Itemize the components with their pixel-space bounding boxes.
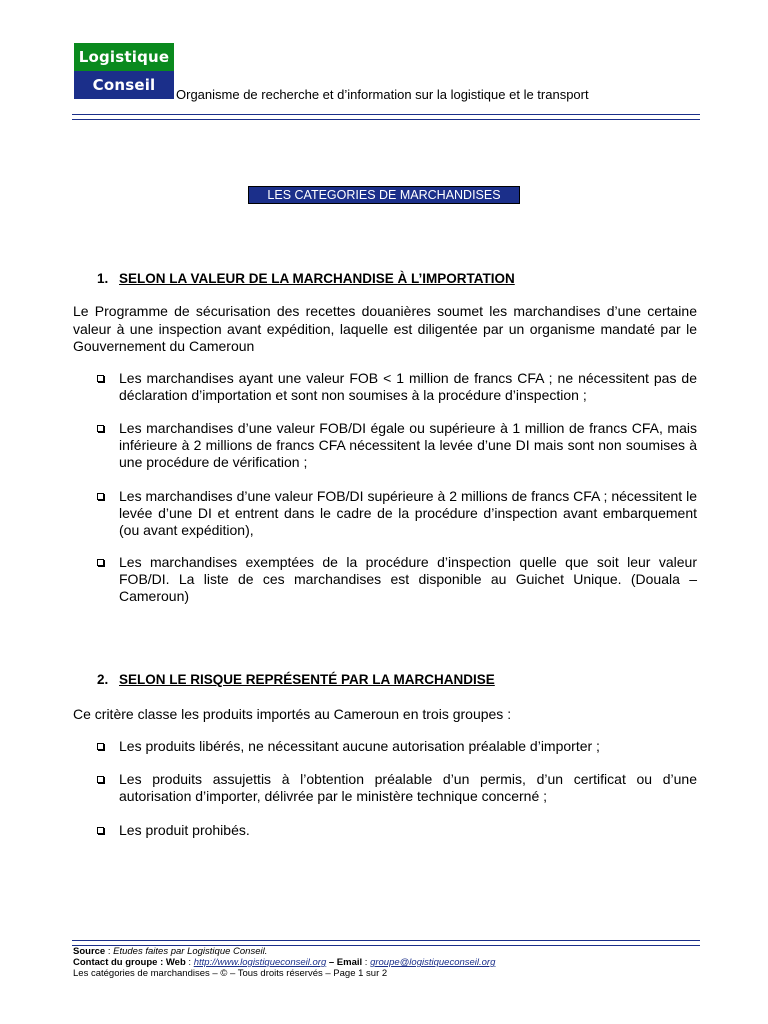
list-item [97,420,697,471]
checkbox-bullet-icon [97,743,104,750]
footer-web-link[interactable]: http://www.logistiqueconseil.org [193,957,327,968]
section2-intro: Ce critère classe les produits importés au Cameroun en trois groupes : [73,706,512,722]
checkbox-bullet-icon [97,827,104,834]
footer-contact-label: Contact du groupe : Web [73,957,186,968]
list-item [97,822,697,839]
checkbox-bullet-icon [97,425,104,432]
checkbox-bullet-icon [97,375,104,382]
footer-source-label: Source [73,946,106,957]
checkbox-bullet-icon [97,776,104,783]
section1-intro: Le Programme de sécurisation des recettes douanières soumet les marchandises d’une certaine valeur à une inspection avant expédition, laquelle est diligentée par un organisme mandaté par le Gouvernement du Cameroun [73,303,697,354]
list-item [97,771,697,805]
section1-heading [97,271,515,286]
header-divider [72,114,700,120]
list-item-text: Les produit prohibés. [119,822,250,838]
logo [74,43,174,99]
footer-copyright: Les catégories de marchandises – © – Tous droits réservés – Page 1 sur 2 [73,968,388,979]
list-item-text: Les marchandises d’une valeur FOB/DI égale ou supérieure à 1 million de francs CFA, mais inférieure à 2 millions de francs CFA nécessitent la levée d’une DI mais sont non soumises à une procédure de vérification ; [119,420,697,470]
list-item-text: Les marchandises exemptées de la procédure d’inspection quelle que soit leur valeur FOB/DI. La liste de ces marchandises est disponible au Guichet Unique. (Douala – Cameroun) [119,554,697,604]
list-item [97,554,697,605]
document-title: LES CATEGORIES DE MARCHANDISES [249,187,519,203]
list-item-text: Les marchandises d’une valeur FOB/DI supérieure à 2 millions de francs CFA ; nécessitent le levée d’une DI et entrent dans le cadre de la procédure d’inspection avant embarquement (ou avant expédition), [119,488,697,538]
checkbox-bullet-icon [97,493,104,500]
footer-source: Source : Etudes faites par Logistique Conseil. [73,946,268,957]
list-item-text: Les produits assujettis à l’obtention préalable d’un permis, d’un certificat ou d’une autorisation d’importer, délivrée par le ministère technique concerné ; [119,771,697,804]
section2-heading [97,672,495,687]
section1-number: 1. [97,271,109,286]
list-item-text: Les marchandises ayant une valeur FOB < 1 million de francs CFA ; ne nécessitent pas de déclaration d’importation et sont non soumises à la procédure d’inspection ; [119,370,697,403]
logo-line1: Logistique [74,43,174,71]
footer-email-label: Email [336,957,363,968]
footer-contact: Contact du groupe : Web : http://www.logistiqueconseil.org – Email : groupe@logistiqueconseil.org [73,957,496,968]
logo-line2: Conseil [74,71,174,99]
list-item [97,738,697,755]
footer-source-text: Etudes faites par Logistique Conseil. [113,946,268,957]
list-item-text: Les produits libérés, ne nécessitant aucune autorisation préalable d’importer ; [119,738,600,754]
section2-title: SELON LE RISQUE REPRÉSENTÉ PAR LA MARCHANDISE [119,672,495,687]
section1-title: SELON LA VALEUR DE LA MARCHANDISE À L’IMPORTATION [119,271,515,286]
checkbox-bullet-icon [97,559,104,566]
list-item [97,370,697,404]
list-item [97,488,697,539]
footer-email-link[interactable]: groupe@logistiqueconseil.org [370,957,496,968]
section2-number: 2. [97,672,109,687]
header-tagline: Organisme de recherche et d’information sur la logistique et le transport [176,87,589,102]
